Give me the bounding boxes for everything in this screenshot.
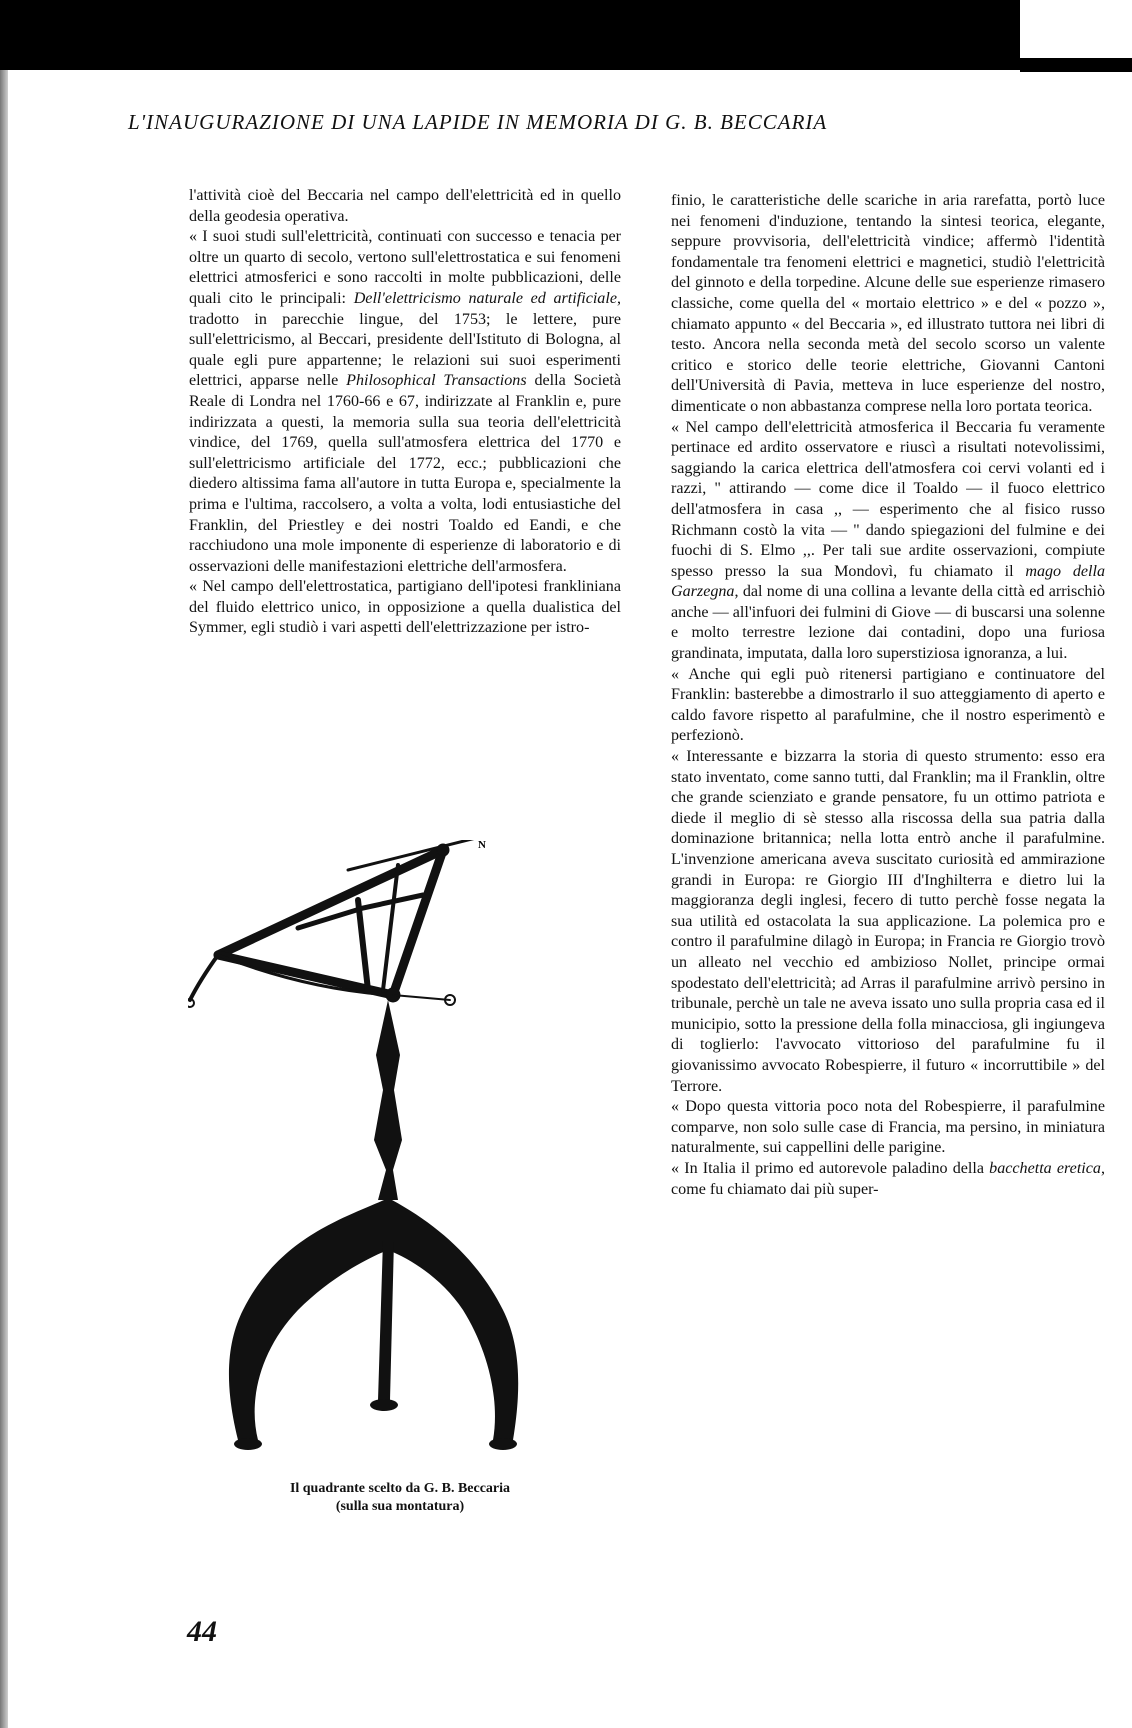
scan-edge-shadow xyxy=(0,0,8,1728)
paragraph: « Nel campo dell'elettrostatica, partigiano dell'ipotesi frankliniana del fluido elettrico unico, in opposizione a quella dualistica del Symmer, egli studiò i vari aspetti dell'elettrizzazione per istro- xyxy=(189,578,621,637)
page-number: 44 xyxy=(187,1615,217,1648)
quadrant-instrument-photo xyxy=(188,840,578,1470)
paragraph: « In Italia il primo ed autorevole paladino della bacchetta eretica, come fu chiamato dai più super- xyxy=(671,1159,1105,1198)
right-column xyxy=(671,191,1105,1200)
paragraph: « Nel campo dell'elettricità atmosferica il Beccaria fu veramente pertinace ed ardito osservatore e riuscì a risultati notevolissimi, saggiando la carica elettrica dell'atmosfera coi cervi volanti ed i razzi, " attirando — come dice il Toaldo — il fuoco elettrico dell'atmosfera in casa ,, — esperimento che al fisico russo Richmann costò la vita — " dando spiegazioni del fulmine e dei fuochi di S. Elmo ,,. Per tali sue ardite osservazioni, compiute spesso presso la sua Mondovì, fu chiamato il mago della Garzegna, dal nome di una collina a levante della città ed arrischiò anche — all'infuori dei fulmini di Giove — di buscarsi una solenne e molto terrestre lezione dai contadini, dopo una furiosa grandinata, imputata, dalla loro superstiziosa ignoranza, a lui. xyxy=(671,418,1106,663)
caption-line: Il quadrante scelto da G. B. Beccaria xyxy=(289,1481,511,1496)
paragraph: « Interessante e bizzarra la storia di questo strumento: esso era stato inventato, come sanno tutti, dal Franklin; ma il Franklin, oltre che grande scienziato e grande pensatore, fu un ottimo patriota e diede il meglio di sè stesso alla riscossa della sua patria dalla dominazione britannica; nella lotta entrò anche il parafulmine. L'invenzione americana aveva suscitato curiosità ed ammirazione grandi in Europa: re Giorgio III d'Inghilterra e dietro lui la maggioranza degli inglesi, fecero di tutto perchè fosse negata la sua utilità ed ostacolata la sua applicazione. La polemica pro e contro il parafulmine dilagò in Europa; in Francia re Giorgio trovò un alleato nel vecchio ed ambizioso Nollet, principe ormai spodestato dell'elettricità; ad Arras il parafulmine arrivò persino in tribunale, perchè un tale ne aveva issato uno sulla propria casa ed il municipio, sotto la pressione della folla minacciosa, gli ingiungeva di toglierlo: l'avvocato vittorioso del parafulmine fu il giovanissimo avvocato Robespierre, il futuro « incorruttibile » del Terrore. xyxy=(671,748,1105,1095)
top-black-band xyxy=(0,0,1020,70)
top-black-band-tail xyxy=(1020,58,1132,72)
running-title: L'INAUGURAZIONE DI UNA LAPIDE IN MEMORIA DI G. B. BECCARIA xyxy=(128,110,828,134)
paragraph: finio, le caratteristiche delle scariche in aria rarefatta, portò luce nei fenomeni d'induzione, tentando la sintesi teorica, elegante, seppure provvisoria, dell'elettricità vindice; affermò l'identità fondamentale tra fenomeni elettrici e magnetici, studiò l'elettricità del ginnoto e della torpedine. Alcune delle sue esperienze rimasero classiche, come quella del « mortaio elettrico » e del « pozzo », chiamato appunto « del Beccaria », ed illustrato tuttora nei libri di testo. Ancora nella seconda metà del secolo scorso un valente critico e storico delle teorie elettriche, Giovanni Cantoni dell'Università di Pavia, metteva in luce esperienze del nostro, dimenticate o non abbastanza comprese nella loro portata teorica. xyxy=(671,192,1105,415)
left-column xyxy=(189,186,621,639)
figure-caption xyxy=(250,1480,550,1516)
paragraph: « Dopo questa vittoria poco nota del Robespierre, il parafulmine comparve, non solo sulle case di Francia, ma persino, in miniatura naturalmente, sui cappellini delle parigine. xyxy=(671,1098,1105,1157)
north-mark: N xyxy=(478,840,486,851)
paragraph: « I suoi studi sull'elettricità, continuati con successo e tenacia per oltre un quarto di secolo, vertono sull'elettrostatica e sui fenomeni elettrici atmosferici e sono raccolti in molte pubblicazioni, delle quali cito le principali: Dell'elettricismo naturale ed artificiale, tradotto in parecchie lingue, del 1753; le lettere, pure sull'elettricismo, al Beccari, presidente dell'Istituto di Bologna, al quale egli pure appartenne; le relazioni sui suoi esperimenti elettrici, apparse nelle Philosophical Transactions della Società Reale di Londra nel 1760-66 e 67, indirizzate al Franklin e, pure indirizzata a questi, la memoria sulla sua teoria dell'elettricità vindice, del 1769, quella sull'atmosfera elettrica del 1770 e sull'elettricismo artificiale del 1772, ecc.; pubblicazioni che diedero altissima fama all'autore in tutta Europa e, specialmente la prima e l'ultima, raccolsero, a volta a volta, lodi entusiastiche del Franklin, del Priestley e dei nostri Toaldo ed Eandi, e che racchiudono una mole imponente di esperienze di laboratorio e di osservazioni delle manifestazioni elettriche dell'armosfera. xyxy=(189,228,622,575)
paragraph: l'attività cioè del Beccaria nel campo dell'elettricità ed in quello della geodesia operativa. xyxy=(189,187,621,225)
caption-line: (sulla sua montatura) xyxy=(335,1499,465,1514)
quadrant-illustration xyxy=(188,840,578,1470)
paragraph: « Anche qui egli può ritenersi partigiano e continuatore del Franklin: basterebbe a dimostrarlo il suo atteggiamento di aperto e caldo favore rispetto al parafulmine, che il nostro esperimentò e perfezionò. xyxy=(671,665,1105,745)
